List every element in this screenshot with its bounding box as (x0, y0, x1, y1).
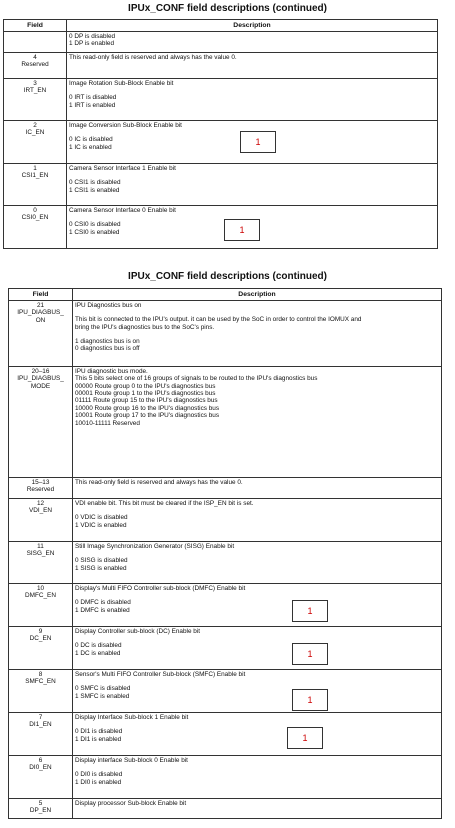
field-table-1 (3, 19, 438, 249)
line-spacer (69, 87, 435, 94)
table-row (4, 53, 438, 79)
table-row (4, 121, 438, 164)
description-line: This read-only field is reserved and always has the value 0. (75, 479, 243, 486)
field-name-line: Reserved (26, 486, 55, 494)
table-row (4, 206, 438, 249)
line-spacer (75, 309, 439, 316)
field-name-line: 0 (33, 207, 37, 214)
field-name-line: MODE (30, 382, 51, 390)
description-line: 1 DMFC is enabled (75, 606, 130, 614)
table2-title: IPUx_CONF field descriptions (continued) (128, 271, 327, 282)
line-spacer (75, 592, 439, 599)
field-cell (9, 670, 73, 713)
description-line: 10001 Route group 17 to the IPU's diagnostics bus (75, 412, 220, 420)
description-line: 1 VDIC is enabled (75, 521, 127, 529)
field-name-line: IRT_EN (23, 87, 47, 95)
field-name-line: Reserved (21, 61, 49, 69)
field-table-2 (8, 288, 442, 819)
table-row (9, 584, 442, 627)
field-cell (9, 584, 73, 627)
annotation-box: 1 (292, 643, 328, 665)
field-column-header: Field (9, 289, 73, 301)
field-name-line: 3 (33, 80, 37, 87)
table-row (9, 542, 442, 584)
line-spacer (75, 721, 439, 728)
field-name-line: 4 (33, 54, 37, 61)
field-name-line: DI1_EN (29, 721, 52, 729)
description-cell (73, 478, 442, 499)
description-line: 1 CSI0 is enabled (69, 228, 120, 236)
field-cell (4, 164, 67, 206)
field-cell (9, 713, 73, 756)
line-spacer (75, 678, 439, 685)
description-cell (73, 756, 442, 799)
field-cell (9, 367, 73, 478)
table-row (9, 799, 442, 819)
description-line: Camera Sensor Interface 0 Enable bit (69, 207, 176, 214)
description-line: 00001 Route group 1 to the IPU's diagnostics bus (75, 390, 216, 398)
field-cell (4, 121, 67, 164)
field-cell (9, 756, 73, 799)
description-cell (73, 301, 442, 367)
field-name-line: 8 (38, 671, 43, 678)
field-name-line: ON (35, 316, 46, 324)
field-name-line: 20–16 (31, 368, 50, 375)
table-row (9, 713, 442, 756)
description-line: This 5 bits select one of 16 groups of signals to be routed to the IPU's diagnostics bus (75, 375, 318, 383)
description-line: 1 IRT is enabled (69, 101, 116, 109)
field-name-line: 1 (33, 165, 37, 172)
description-cell (73, 627, 442, 670)
field-cell (9, 301, 73, 367)
line-spacer (75, 331, 439, 338)
description-line: Sensor's Multi FIFO Controller Sub-block (SMFC) Enable bit (75, 671, 246, 678)
description-line: Image Rotation Sub-Block Enable bit (69, 80, 174, 87)
field-name-line: IPU_DIAGBUS_ (17, 309, 64, 317)
description-line: 0 CSI0 is disabled (69, 221, 121, 229)
description-line: 1 diagnostics bus is on (75, 338, 140, 346)
description-line: 0 diagnostics bus is off (75, 345, 140, 353)
field-cell (9, 499, 73, 542)
description-line: Display Interface Sub-block 1 Enable bit (75, 714, 189, 721)
line-spacer (75, 550, 439, 557)
field-name-line: 15–13 (31, 479, 50, 486)
table-row (9, 499, 442, 542)
field-name-line: SISG_EN (26, 550, 55, 558)
field-cell (9, 478, 73, 499)
description-line: 1 DI1 is enabled (75, 735, 122, 743)
description-line: IPU Diagnostics bus on (75, 302, 142, 309)
description-cell (67, 32, 438, 53)
line-spacer (69, 172, 435, 179)
description-line: 1 DP is enabled (69, 40, 115, 48)
annotation-box: 1 (287, 727, 323, 749)
field-column-header: Field (4, 20, 67, 32)
description-column-header: Description (73, 289, 442, 301)
description-column-header: Description (67, 20, 438, 32)
field-cell (9, 799, 73, 819)
field-cell (9, 542, 73, 584)
table-row (9, 367, 442, 478)
description-cell (67, 53, 438, 79)
line-spacer (75, 764, 439, 771)
description-line: 0 SMFC is disabled (75, 685, 131, 693)
annotation-box: 1 (240, 131, 276, 153)
field-name-line: 12 (36, 500, 45, 507)
description-line: Still Image Synchronization Generator (SISG) Enable bit (75, 543, 235, 550)
table-row (9, 627, 442, 670)
description-line: 0 DI0 is disabled (75, 771, 123, 779)
field-name-line: 10 (36, 585, 45, 592)
description-line: Display interface Sub-block 0 Enable bit (75, 757, 188, 764)
table-row (9, 301, 442, 367)
table-row (9, 478, 442, 499)
table1-title: IPUx_CONF field descriptions (continued) (128, 3, 327, 14)
description-line: Image Conversion Sub-Block Enable bit (69, 122, 182, 129)
field-name-line: DI0_EN (29, 764, 52, 772)
description-cell (73, 713, 442, 756)
description-line: 0 CSI1 is disabled (69, 179, 121, 187)
description-cell (73, 542, 442, 584)
field-name-line: 6 (38, 757, 43, 764)
description-line: 1 SMFC is enabled (75, 692, 130, 700)
field-name-line: SMFC_EN (25, 678, 56, 686)
field-cell (9, 627, 73, 670)
description-cell (73, 367, 442, 478)
field-cell (4, 32, 67, 53)
field-name-line: DC_EN (29, 635, 52, 643)
description-line: 1 DC is enabled (75, 649, 121, 657)
description-line: 0 VDIC is disabled (75, 514, 128, 522)
line-spacer (75, 507, 439, 514)
field-name-line: DMFC_EN (25, 592, 56, 600)
table-row (4, 164, 438, 206)
field-cell (4, 206, 67, 249)
description-line: 10000 Route group 16 to the IPU's diagnostics bus (75, 404, 220, 412)
field-name-line: VDI_EN (28, 507, 53, 515)
description-line: VDI enable bit. This bit must be cleared if the ISP_EN bit is set. (75, 500, 254, 507)
description-line: This bit is connected to the IPU's output. it can be used by the SoC in order to control the IOMUX and (75, 316, 362, 324)
table-row (4, 32, 438, 53)
field-name-line: IC_EN (25, 129, 45, 137)
description-line: 01111 Route group 15 to the IPU's diagnostics bus (75, 397, 218, 405)
description-line: 0 DP is disabled (69, 33, 116, 40)
field-name-line: 5 (38, 800, 43, 807)
description-line: 0 DI1 is disabled (75, 728, 123, 736)
description-line: 0 SISG is disabled (75, 557, 128, 565)
description-cell (67, 164, 438, 206)
field-name-line: 9 (38, 628, 43, 635)
table-row (4, 79, 438, 121)
field-name-line: 2 (33, 122, 37, 129)
description-line: 00000 Route group 0 to the IPU's diagnostics bus (75, 382, 216, 390)
field-name-line: DP_EN (29, 807, 52, 815)
field-name-line: CSI1_EN (21, 172, 49, 180)
field-name-line: 7 (38, 714, 43, 721)
description-cell (73, 499, 442, 542)
description-line: 1 DI0 is enabled (75, 778, 122, 786)
description-line: 1 CSI1 is enabled (69, 186, 120, 194)
description-line: 1 SISG is enabled (75, 564, 127, 572)
description-cell (67, 79, 438, 121)
table-row (9, 670, 442, 713)
description-line: 0 IC is disabled (69, 136, 113, 144)
line-spacer (75, 635, 439, 642)
description-line: 0 DMFC is disabled (75, 599, 131, 607)
field-cell (4, 79, 67, 121)
description-cell (73, 799, 442, 819)
field-name-line: 21 (36, 302, 45, 309)
description-line: 0 IRT is disabled (69, 94, 117, 102)
description-line: Camera Sensor Interface 1 Enable bit (69, 165, 176, 172)
description-line: 1 IC is enabled (69, 143, 112, 151)
description-line: IPU diagnostic bus mode. (75, 368, 148, 375)
description-line: Display's Multi FIFO Controller sub-block (DMFC) Enable bit (75, 585, 246, 592)
annotation-box: 1 (292, 689, 328, 711)
field-name-line: CSI0_EN (21, 214, 49, 222)
field-name-line: IPU_DIAGBUS_ (17, 375, 64, 383)
description-line: This read-only field is reserved and always has the value 0. (69, 54, 237, 61)
annotation-box: 1 (224, 219, 260, 241)
field-cell (4, 53, 67, 79)
description-line: 10010-11111 Reserved (75, 419, 140, 427)
description-line: bring the IPU's diagnostics bus to the SoC's pins. (75, 323, 215, 331)
description-line: Display Controller sub-block (DC) Enable bit (75, 628, 201, 635)
description-cell (73, 584, 442, 627)
description-cell (73, 670, 442, 713)
description-line: 0 DC is disabled (75, 642, 122, 650)
table-row (9, 756, 442, 799)
description-line: Display processor Sub-block Enable bit (75, 800, 187, 807)
annotation-box: 1 (292, 600, 328, 622)
field-name-line: 11 (37, 543, 44, 550)
